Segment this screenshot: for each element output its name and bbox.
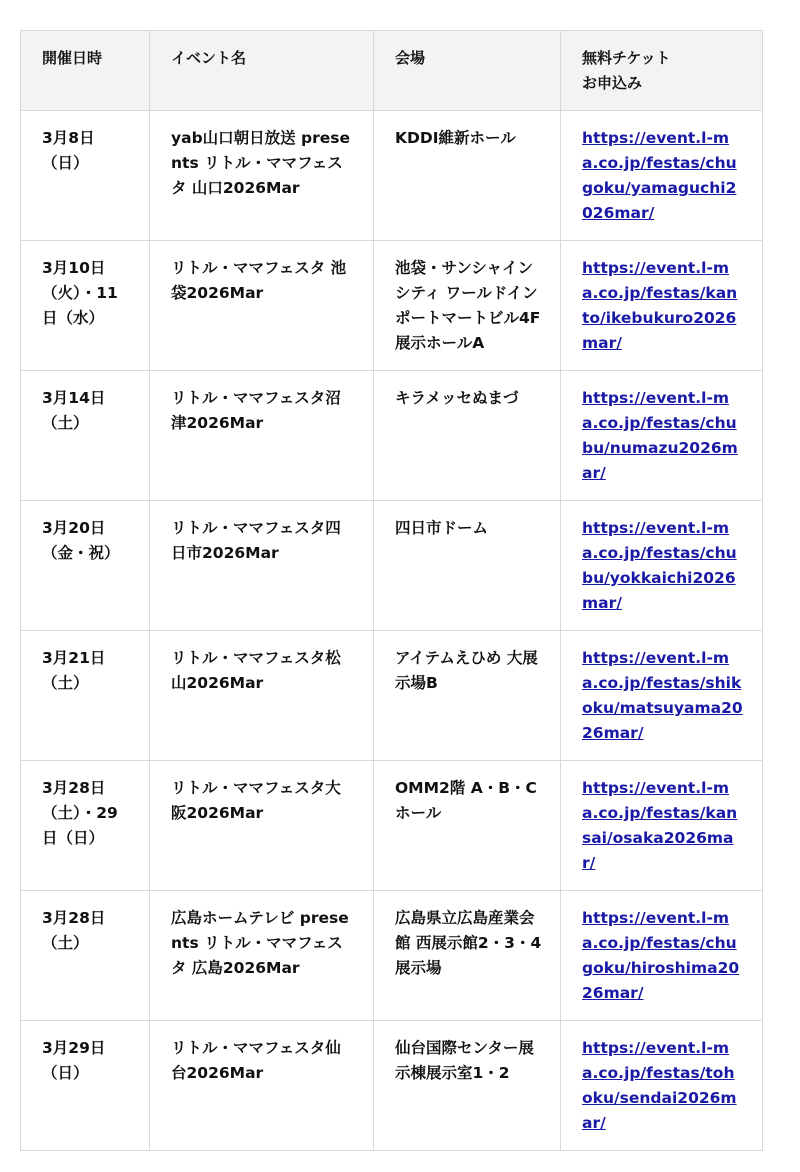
ticket-link[interactable]: https://event.l-ma.co.jp/festas/chugoku/yamaguchi2026mar/ <box>582 129 737 222</box>
venue-cell: KDDI維新ホール <box>374 111 561 241</box>
header-row <box>21 31 763 111</box>
ticket-cell <box>561 1021 763 1151</box>
table-row <box>21 371 763 501</box>
date-cell: 3月10日（火）・11日（水） <box>21 241 150 371</box>
ticket-cell <box>561 501 763 631</box>
header-ticket <box>561 31 763 111</box>
event-name-cell: リトル・ママフェスタ 池袋2026Mar <box>150 241 374 371</box>
ticket-cell <box>561 891 763 1021</box>
event-name-cell: リトル・ママフェスタ松山2026Mar <box>150 631 374 761</box>
date-cell: 3月20日（金・祝） <box>21 501 150 631</box>
header-date: 開催日時 <box>21 31 150 111</box>
event-name-cell: リトル・ママフェスタ四日市2026Mar <box>150 501 374 631</box>
table-row <box>21 1021 763 1151</box>
event-name-cell: yab山口朝日放送 presents リトル・ママフェスタ 山口2026Mar <box>150 111 374 241</box>
event-name-cell: リトル・ママフェスタ沼津2026Mar <box>150 371 374 501</box>
table-row <box>21 631 763 761</box>
date-cell: 3月8日（日） <box>21 111 150 241</box>
event-schedule-table <box>20 30 763 1151</box>
ticket-link[interactable]: https://event.l-ma.co.jp/festas/kansai/osaka2026mar/ <box>582 779 738 872</box>
table-row <box>21 111 763 241</box>
venue-cell: OMM2階 A・B・Cホール <box>374 761 561 891</box>
table-row <box>21 761 763 891</box>
table-row <box>21 501 763 631</box>
event-name-cell: リトル・ママフェスタ大阪2026Mar <box>150 761 374 891</box>
venue-cell: 四日市ドーム <box>374 501 561 631</box>
date-cell: 3月14日（土） <box>21 371 150 501</box>
event-name-cell: 広島ホームテレビ presents リトル・ママフェスタ 広島2026Mar <box>150 891 374 1021</box>
venue-cell: アイテムえひめ 大展示場B <box>374 631 561 761</box>
venue-cell: 仙台国際センター展示棟展示室1・2 <box>374 1021 561 1151</box>
ticket-link[interactable]: https://event.l-ma.co.jp/festas/chugoku/hiroshima2026mar/ <box>582 909 740 1002</box>
table-header <box>21 31 763 111</box>
ticket-cell <box>561 631 763 761</box>
date-cell: 3月28日（土）・29日（日） <box>21 761 150 891</box>
ticket-link[interactable]: https://event.l-ma.co.jp/festas/chubu/yokkaichi2026mar/ <box>582 519 737 612</box>
date-cell: 3月28日（土） <box>21 891 150 1021</box>
ticket-cell <box>561 761 763 891</box>
venue-cell: 広島県立広島産業会館 西展示館2・3・4展示場 <box>374 891 561 1021</box>
ticket-link[interactable]: https://event.l-ma.co.jp/festas/tohoku/sendai2026mar/ <box>582 1039 737 1132</box>
venue-cell: キラメッセぬまづ <box>374 371 561 501</box>
venue-cell: 池袋・サンシャインシティ ワールドインポートマートビル4F 展示ホールA <box>374 241 561 371</box>
ticket-cell <box>561 241 763 371</box>
table-row <box>21 891 763 1021</box>
table-row <box>21 241 763 371</box>
header-venue: 会場 <box>374 31 561 111</box>
event-name-cell: リトル・ママフェスタ仙台2026Mar <box>150 1021 374 1151</box>
ticket-cell <box>561 371 763 501</box>
ticket-cell <box>561 111 763 241</box>
table-body <box>21 111 763 1151</box>
event-schedule-container <box>20 30 763 1151</box>
date-cell: 3月21日（土） <box>21 631 150 761</box>
date-cell: 3月29日（日） <box>21 1021 150 1151</box>
header-ticket-label: 無料チケット お申込み <box>582 49 671 92</box>
ticket-link[interactable]: https://event.l-ma.co.jp/festas/shikoku/matsuyama2026mar/ <box>582 649 743 742</box>
header-event-name: イベント名 <box>150 31 374 111</box>
ticket-link[interactable]: https://event.l-ma.co.jp/festas/chubu/numazu2026mar/ <box>582 389 738 482</box>
ticket-link[interactable]: https://event.l-ma.co.jp/festas/kanto/ikebukuro2026mar/ <box>582 259 738 352</box>
